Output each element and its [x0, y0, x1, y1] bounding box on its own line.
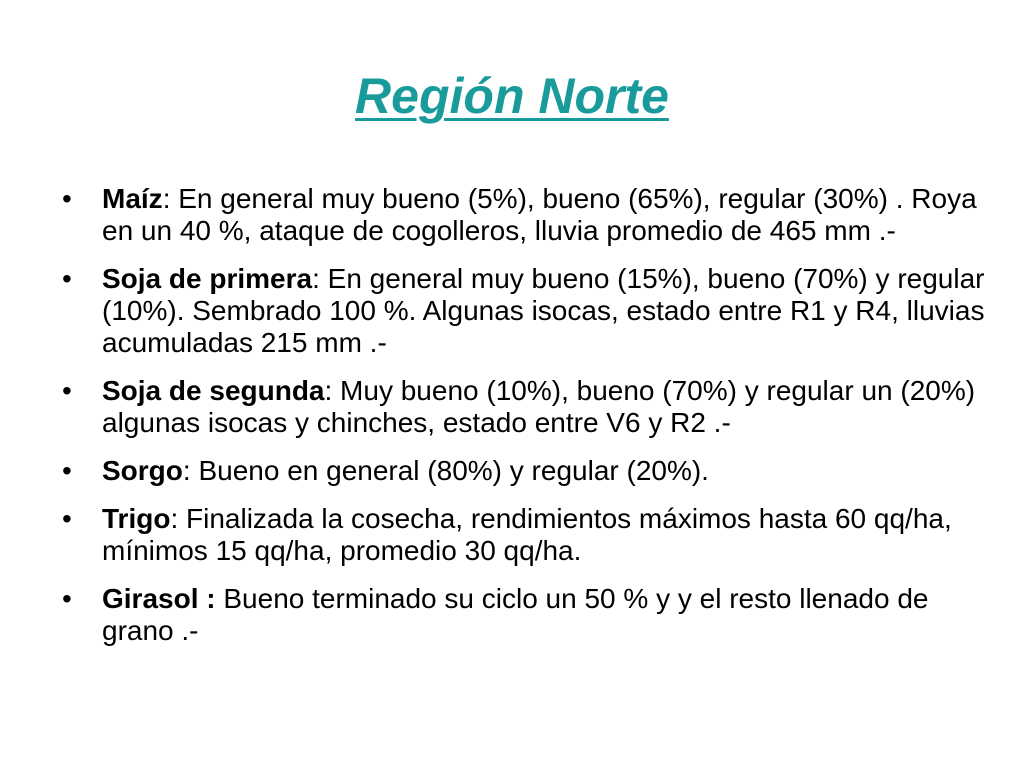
bullet-item-soja-primera	[62, 263, 992, 359]
slide-title: Región Norte	[355, 68, 669, 124]
bullet-label: Girasol :	[102, 583, 216, 614]
bullet-text: Bueno terminado su ciclo un 50 % y y el resto llenado de grano .-	[102, 583, 929, 646]
bullet-item-girasol	[62, 583, 992, 647]
bullet-label: Soja de primera	[102, 263, 313, 294]
bullet-label: Sorgo	[102, 455, 183, 486]
bullet-item-soja-segunda	[62, 375, 992, 439]
bullet-dot-icon: •	[62, 183, 72, 214]
bullet-dot-icon: •	[62, 375, 72, 406]
bullet-dot-icon: •	[62, 503, 72, 534]
bullet-label: Maíz	[102, 183, 163, 214]
bullet-text: : Finalizada la cosecha, rendimientos máximos hasta 60 qq/ha, mínimos 15 qq/ha, promedio 30 qq/ha.	[102, 503, 952, 566]
bullet-label: Soja de segunda	[102, 375, 325, 406]
bullet-text: : Bueno en general (80%) y regular (20%).	[182, 455, 709, 486]
bullet-item-trigo	[62, 503, 992, 567]
bullet-dot-icon: •	[62, 263, 72, 294]
bullet-text: : En general muy bueno (15%), bueno (70%) y regular (10%). Sembrado 100 %. Algunas isocas, estado entre R1 y R4, lluvias acumuladas 215 mm .-	[102, 263, 985, 358]
bullet-text: : Muy bueno (10%), bueno (70%) y regular un (20%) algunas isocas y chinches, estado entre V6 y R2 .-	[102, 375, 976, 438]
bullet-item-sorgo	[62, 455, 992, 487]
bullet-item-maiz	[62, 183, 992, 247]
bullet-label: Trigo	[102, 503, 171, 534]
bullet-dot-icon: •	[62, 455, 72, 486]
bullet-text: : En general muy bueno (5%), bueno (65%), regular (30%) . Roya en un 40 %, ataque de cogolleros, lluvia promedio de 465 mm .-	[102, 183, 977, 246]
bullet-dot-icon: •	[62, 583, 72, 614]
bullet-list	[62, 183, 992, 663]
